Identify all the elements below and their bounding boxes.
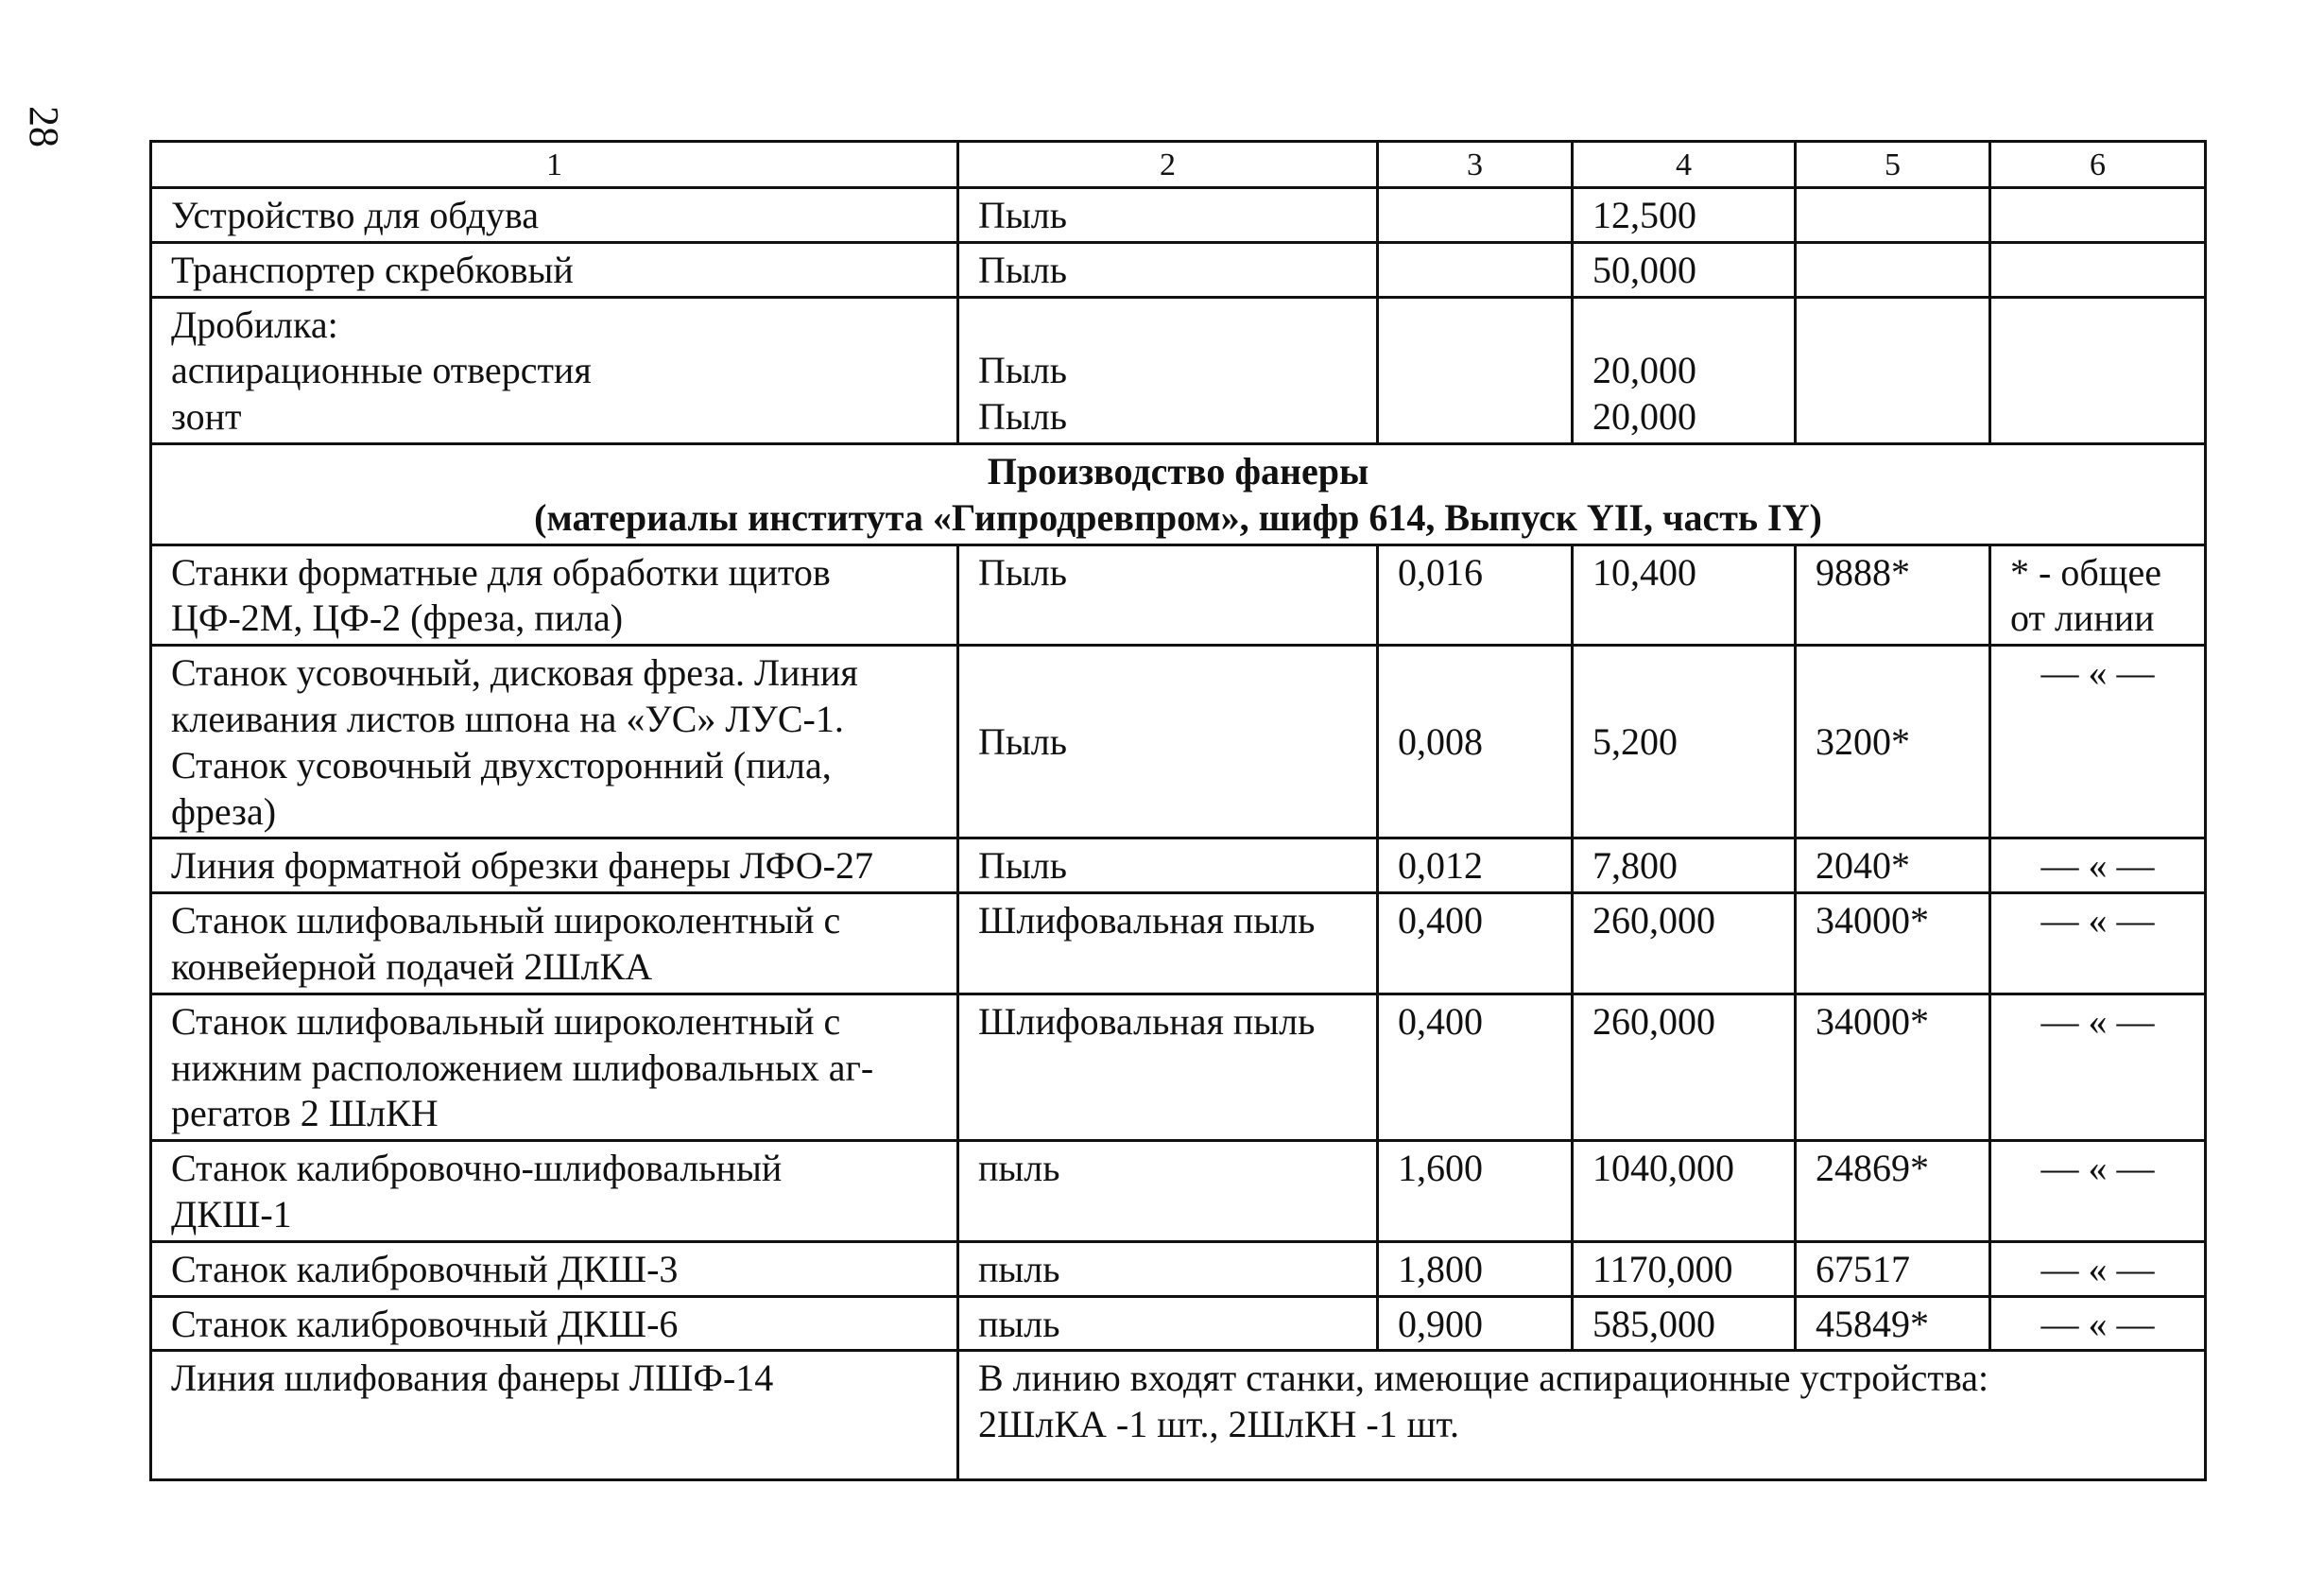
ditto-mark: — « —: [2040, 1302, 2155, 1345]
equipment-name: ЦФ-2М, ЦФ-2 (фреза, пила): [171, 596, 624, 640]
col6-cell: [1990, 994, 2206, 1140]
equipment-name-cell: [151, 646, 958, 838]
pollutant: Шлифовальная пыль: [958, 994, 1378, 1140]
line-note: 2ШлКА -1 шт., 2ШлКН -1 шт.: [978, 1403, 1459, 1446]
col5-value: 3200*: [1796, 646, 1990, 838]
col4-value: 260,000: [1573, 994, 1796, 1140]
col4-value: 20,000: [1592, 349, 1696, 392]
page-number: 28: [21, 106, 67, 147]
col4-value: 1040,000: [1573, 1141, 1796, 1242]
equipment-name: Дробилка:: [171, 302, 338, 346]
equipment-name: Станок шлифовальный широколентный с: [171, 999, 841, 1043]
col5-value: 45849*: [1796, 1296, 1990, 1351]
equipment-name: Станок калибровочно-шлифовальный: [171, 1147, 783, 1190]
pollutant-cell: [958, 242, 1378, 297]
col3-value: 1,800: [1378, 1241, 1573, 1296]
equipment-name-cell: [151, 838, 958, 893]
table-row: [151, 1351, 2206, 1480]
col4-value: 585,000: [1573, 1296, 1796, 1351]
col4-cell: [1573, 188, 1796, 243]
equipment-name-cell: [151, 1296, 958, 1351]
line-note-cell: [958, 1351, 2206, 1480]
col6-cell: [1990, 242, 2206, 297]
col6-cell: [1990, 188, 2206, 243]
col4-value: 5,200: [1573, 646, 1796, 838]
col6-cell: [1990, 646, 2206, 838]
pollutant: Пыль: [978, 194, 1067, 236]
col4-cell: [1573, 242, 1796, 297]
col4-value: 12,500: [1592, 194, 1696, 236]
line-note: В линию входят станки, имеющие аспирационные устройства:: [978, 1357, 1989, 1400]
col3-value: 0,012: [1378, 838, 1573, 893]
ditto-mark: — « —: [2040, 1147, 2155, 1190]
pollutant-cell: [958, 297, 1378, 443]
col6-cell: [1990, 1141, 2206, 1242]
column-number: 1: [151, 142, 958, 188]
equipment-name: Станок усовочный двухсторонний (пила,: [171, 743, 832, 786]
col3-value: 1,600: [1378, 1141, 1573, 1242]
equipment-name-cell: [151, 297, 958, 443]
equipment-name: конвейерной подачей 2ШлКА: [171, 944, 653, 988]
equipment-name: Станок калибровочный ДКШ-6: [171, 1302, 679, 1345]
col4-value: 1170,000: [1573, 1241, 1796, 1296]
table-row: [151, 994, 2206, 1140]
col3-cell: [1378, 242, 1573, 297]
col5-cell: [1796, 188, 1990, 243]
equipment-name: зонт: [171, 395, 242, 439]
col4-value: 260,000: [1573, 893, 1796, 994]
equipment-name-cell: [151, 893, 958, 994]
table-row: [151, 838, 2206, 893]
col6-cell: [1990, 893, 2206, 994]
equipment-name-cell: [151, 544, 958, 646]
note-text: * - общее: [2010, 550, 2161, 594]
section-heading: [151, 443, 2206, 544]
equipment-name: фреза): [171, 789, 277, 833]
equipment-name-cell: [151, 1241, 958, 1296]
column-number: 5: [1796, 142, 1990, 188]
column-number: 3: [1378, 142, 1573, 188]
pollutant: Пыль: [978, 349, 1067, 392]
pollutant: Пыль: [958, 646, 1378, 838]
equipment-name-cell: [151, 242, 958, 297]
col5-value: 34000*: [1796, 994, 1990, 1140]
col5-value: 2040*: [1796, 838, 1990, 893]
col3-value: 0,008: [1378, 646, 1573, 838]
equipment-name-cell: [151, 188, 958, 243]
col5-value: 34000*: [1796, 893, 1990, 994]
ditto-mark: — « —: [2040, 844, 2155, 888]
equipment-table: [149, 140, 2207, 1481]
section-subtitle: (материалы института «Гипродревпром», шифр 614, Выпуск YII, часть IY): [534, 495, 1822, 539]
section-row: [151, 443, 2206, 544]
equipment-name: ДКШ-1: [171, 1192, 292, 1236]
pollutant: Шлифовальная пыль: [958, 893, 1378, 994]
column-number: 4: [1573, 142, 1796, 188]
column-number: 2: [958, 142, 1378, 188]
table-row: [151, 188, 2206, 243]
equipment-name: Линия форматной обрезки фанеры ЛФО-27: [171, 844, 873, 888]
col4-value: 20,000: [1592, 395, 1696, 439]
table-row: [151, 297, 2206, 443]
col3-value: 0,016: [1378, 544, 1573, 646]
equipment-name-cell: [151, 1141, 958, 1242]
pollutant: пыль: [958, 1141, 1378, 1242]
pollutant: Пыль: [978, 395, 1067, 439]
equipment-name: регатов 2 ШлКН: [171, 1092, 439, 1135]
equipment-name: Линия шлифования фанеры ЛШФ-14: [151, 1351, 958, 1480]
col4-value: 10,400: [1573, 544, 1796, 646]
equipment-name: Станок усовочный, дисковая фреза. Линия: [171, 651, 858, 695]
ditto-mark: — « —: [2040, 999, 2155, 1043]
table-row: [151, 1296, 2206, 1351]
equipment-name: Станки форматные для обработки щитов: [171, 550, 831, 594]
column-number: 6: [1990, 142, 2206, 188]
pollutant: Пыль: [958, 838, 1378, 893]
ditto-mark: — « —: [2040, 899, 2155, 942]
col5-cell: [1796, 242, 1990, 297]
pollutant-cell: [958, 188, 1378, 243]
table-row: [151, 242, 2206, 297]
table-row: [151, 893, 2206, 994]
equipment-name: Станок калибровочный ДКШ-3: [171, 1247, 679, 1290]
col5-value: 67517: [1796, 1241, 1990, 1296]
col4-value: 50,000: [1592, 248, 1696, 291]
header-row: [151, 142, 2206, 188]
col6-cell: [1990, 838, 2206, 893]
equipment-name: Устройство для обдува: [171, 194, 540, 236]
col6-cell: [1990, 1296, 2206, 1351]
note-text: от линии: [2010, 596, 2155, 640]
col5-value: 9888*: [1796, 544, 1990, 646]
col3-value: 0,400: [1378, 893, 1573, 994]
col3-value: 0,400: [1378, 994, 1573, 1140]
equipment-name: аспирационные отверстия: [171, 349, 592, 392]
section-title: Производство фанеры: [987, 449, 1369, 493]
col6-cell: [1990, 544, 2206, 646]
table-row: [151, 646, 2206, 838]
ditto-mark: — « —: [2040, 1247, 2155, 1290]
col4-value: 7,800: [1573, 838, 1796, 893]
table-row: [151, 544, 2206, 646]
col5-value: 24869*: [1796, 1141, 1990, 1242]
pollutant: Пыль: [978, 248, 1067, 291]
col3-value: 0,900: [1378, 1296, 1573, 1351]
pollutant: пыль: [958, 1296, 1378, 1351]
table-row: [151, 1241, 2206, 1296]
table-row: [151, 1141, 2206, 1242]
col5-cell: [1796, 297, 1990, 443]
col3-cell: [1378, 188, 1573, 243]
equipment-name: Станок шлифовальный широколентный с: [171, 899, 841, 942]
equipment-name: клеивания листов шпона на «УС» ЛУС-1.: [171, 697, 844, 740]
pollutant: Пыль: [958, 544, 1378, 646]
equipment-name: Транспортер скребковый: [171, 248, 574, 291]
col6-cell: [1990, 297, 2206, 443]
equipment-name-cell: [151, 994, 958, 1140]
pollutant: пыль: [958, 1241, 1378, 1296]
col4-cell: [1573, 297, 1796, 443]
col6-cell: [1990, 1241, 2206, 1296]
equipment-name: нижним расположением шлифовальных аг-: [171, 1046, 874, 1089]
col3-cell: [1378, 297, 1573, 443]
ditto-mark: — « —: [2040, 651, 2155, 695]
